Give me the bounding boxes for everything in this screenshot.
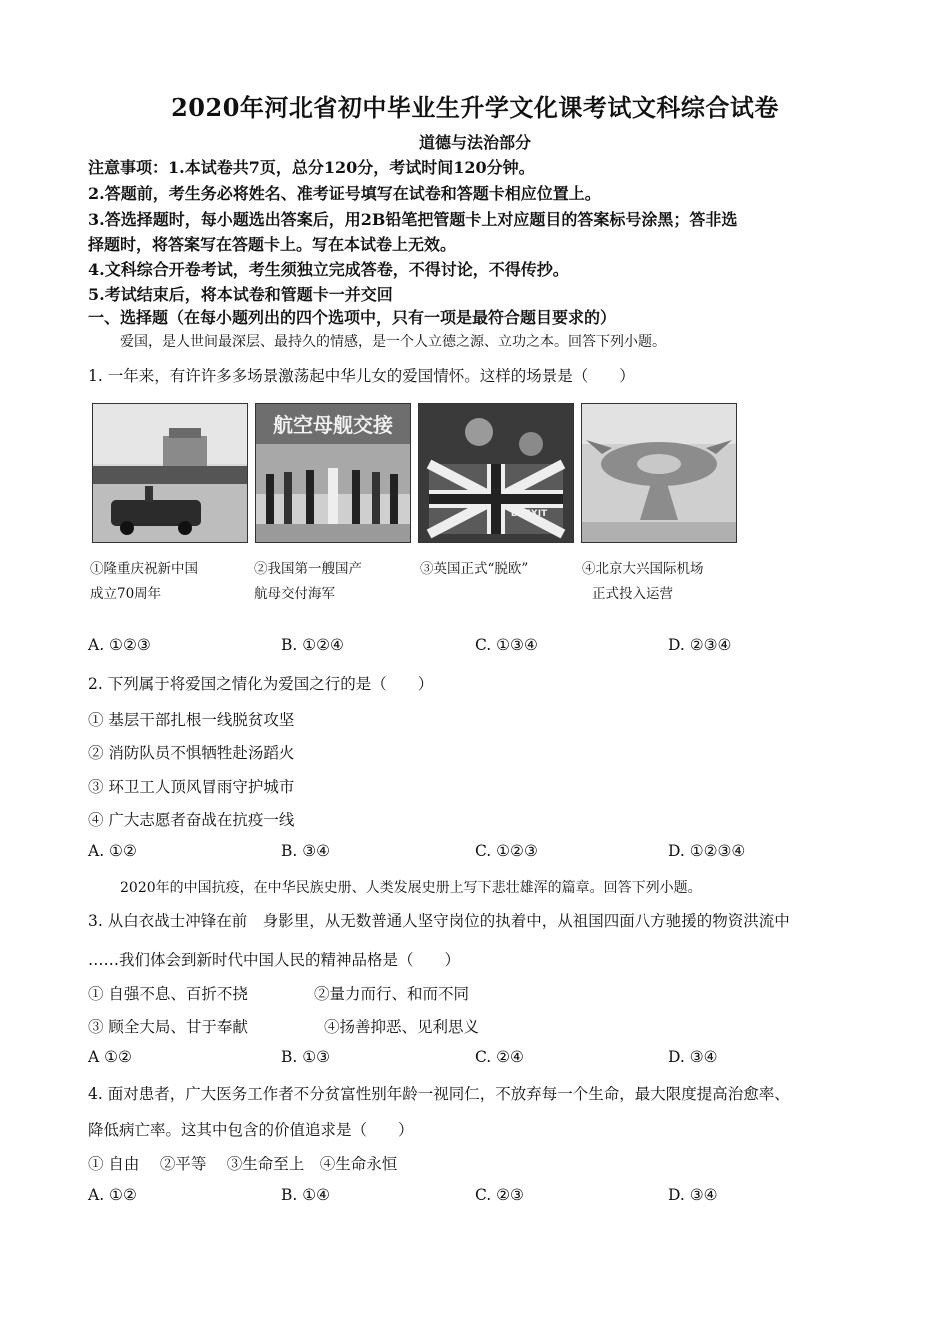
photo-parade: [92, 403, 248, 543]
q2-option-d[interactable]: D. ①②③④: [668, 842, 746, 860]
q1-option-a[interactable]: A. ①②③: [88, 636, 151, 654]
note-line: 择题时，将答案写在答题卡上。写在本试卷上无效。: [88, 235, 457, 254]
q4-option-c[interactable]: C. ②③: [475, 1186, 524, 1204]
q1-option-c[interactable]: C. ①③④: [475, 636, 538, 654]
q4-option-b[interactable]: B. ①④: [281, 1186, 331, 1204]
q3-option-a[interactable]: A ①②: [88, 1048, 132, 1066]
note-line: 注意事项：1.本试卷共7页，总分120分，考试时间120分钟。: [88, 158, 535, 177]
section-heading: 一、选择题（在每小题列出的四个选项中，只有一项是最符合题目要求的）: [88, 308, 617, 327]
photo-brexit: [418, 403, 574, 543]
note-line: 2.答题前，考生务必将姓名、准考证号填写在试卷和答题卡相应位置上。: [88, 184, 601, 203]
q3-option-d[interactable]: D. ③④: [668, 1048, 718, 1066]
airport-image: [582, 404, 736, 542]
caption-2-line1: ②我国第一艘国产: [254, 561, 362, 577]
q3-item: ②量力而行、和而不同: [314, 985, 470, 1003]
caption-2: [254, 557, 362, 607]
photo-daxing-airport: [581, 403, 737, 543]
q4-option-d[interactable]: D. ③④: [668, 1186, 718, 1204]
note-line: 5.考试结束后，将本试卷和管题卡一并交回: [88, 285, 393, 304]
question-1-stem: 1. 一年来，有许许多多场景激荡起中华儿女的爱国情怀。这样的场景是（ ）: [88, 367, 635, 385]
q3-item: ① 自强不息、百折不挠: [88, 985, 248, 1003]
carrier-banner-text: 航空母舰交接: [273, 413, 393, 437]
section-subtitle: 道德与法治部分: [418, 133, 531, 152]
q2-item: ② 消防队员不惧牺牲赴汤蹈火: [88, 744, 295, 762]
q2-item: ④ 广大志愿者奋战在抗疫一线: [88, 811, 295, 829]
question-4-line1: 4. 面对患者，广大医务工作者不分贫富性别年龄一视同仁，不放弃每一个生命，最大限度提高治愈率、: [88, 1085, 790, 1103]
question-3-line2: ……我们体会到新时代中国人民的精神品格是（ ）: [88, 951, 461, 969]
question-2-stem: 2. 下列属于将爱国之情化为爱国之行的是（ ）: [88, 675, 434, 693]
section-intro: 爱国，是人世间最深层、最持久的情感，是一个人立德之源、立功之本。回答下列小题。: [120, 334, 666, 350]
section-intro-2: 2020年的中国抗疫，在中华民族史册、人类发展史册上写下悲壮雄浑的篇章。回答下列小题。: [120, 880, 702, 896]
q2-option-a[interactable]: A. ①②: [88, 842, 137, 860]
q3-option-b[interactable]: B. ①③: [281, 1048, 331, 1066]
caption-2-line2: 航母交付海军: [254, 586, 335, 602]
q4-option-a[interactable]: A. ①②: [88, 1186, 137, 1204]
brexit-image: [419, 404, 573, 542]
caption-3: [420, 557, 528, 582]
caption-1-line2: 成立70周年: [90, 586, 162, 602]
caption-4: [582, 557, 704, 607]
q1-option-d[interactable]: D. ②③④: [668, 636, 732, 654]
caption-4-line1: ④北京大兴国际机场: [582, 561, 704, 577]
q4-items: ① 自由 ②平等 ③生命至上 ④生命永恒: [88, 1155, 398, 1173]
question-3-line1: 3. 从白衣战士冲锋在前 身影里，从无数普通人坚守岗位的执着中，从祖国四面八方驰援的物资洪流中: [88, 912, 790, 930]
caption-1-line1: ①隆重庆祝新中国: [90, 561, 198, 577]
q2-option-b[interactable]: B. ③④: [281, 842, 331, 860]
parade-image: [93, 404, 247, 542]
note-line: 4.文科综合开卷考试，考生须独立完成答卷，不得讨论，不得传抄。: [88, 260, 569, 279]
note-line: 3.答选择题时，每小题选出答案后，用2B铅笔把管题卡上对应题目的答案标号涂黑；答非选: [88, 210, 738, 229]
caption-3-line1: ③英国正式“脱欧”: [420, 561, 529, 577]
q3-item: ③ 顾全大局、甘于奉献: [88, 1018, 248, 1036]
q3-item: ④扬善抑恶、见利思义: [324, 1018, 480, 1036]
q2-item: ③ 环卫工人顶风冒雨守护城市: [88, 778, 295, 796]
question-4-line2: 降低病亡率。这其中包含的价值追求是（ ）: [88, 1121, 414, 1139]
caption-4-line2: 正式投入运营: [592, 586, 673, 602]
q2-option-c[interactable]: C. ①②③: [475, 842, 538, 860]
carrier-image: [256, 404, 410, 542]
brexit-flag-text: BREXIT: [510, 509, 548, 519]
exam-title: 2020年河北省初中毕业生升学文化课考试文科综合试卷: [171, 93, 779, 122]
q1-option-b[interactable]: B. ①②④: [281, 636, 344, 654]
q3-option-c[interactable]: C. ②④: [475, 1048, 524, 1066]
photo-aircraft-carrier: [255, 403, 411, 543]
caption-1: [90, 557, 198, 607]
q2-item: ① 基层干部扎根一线脱贫攻坚: [88, 711, 295, 729]
